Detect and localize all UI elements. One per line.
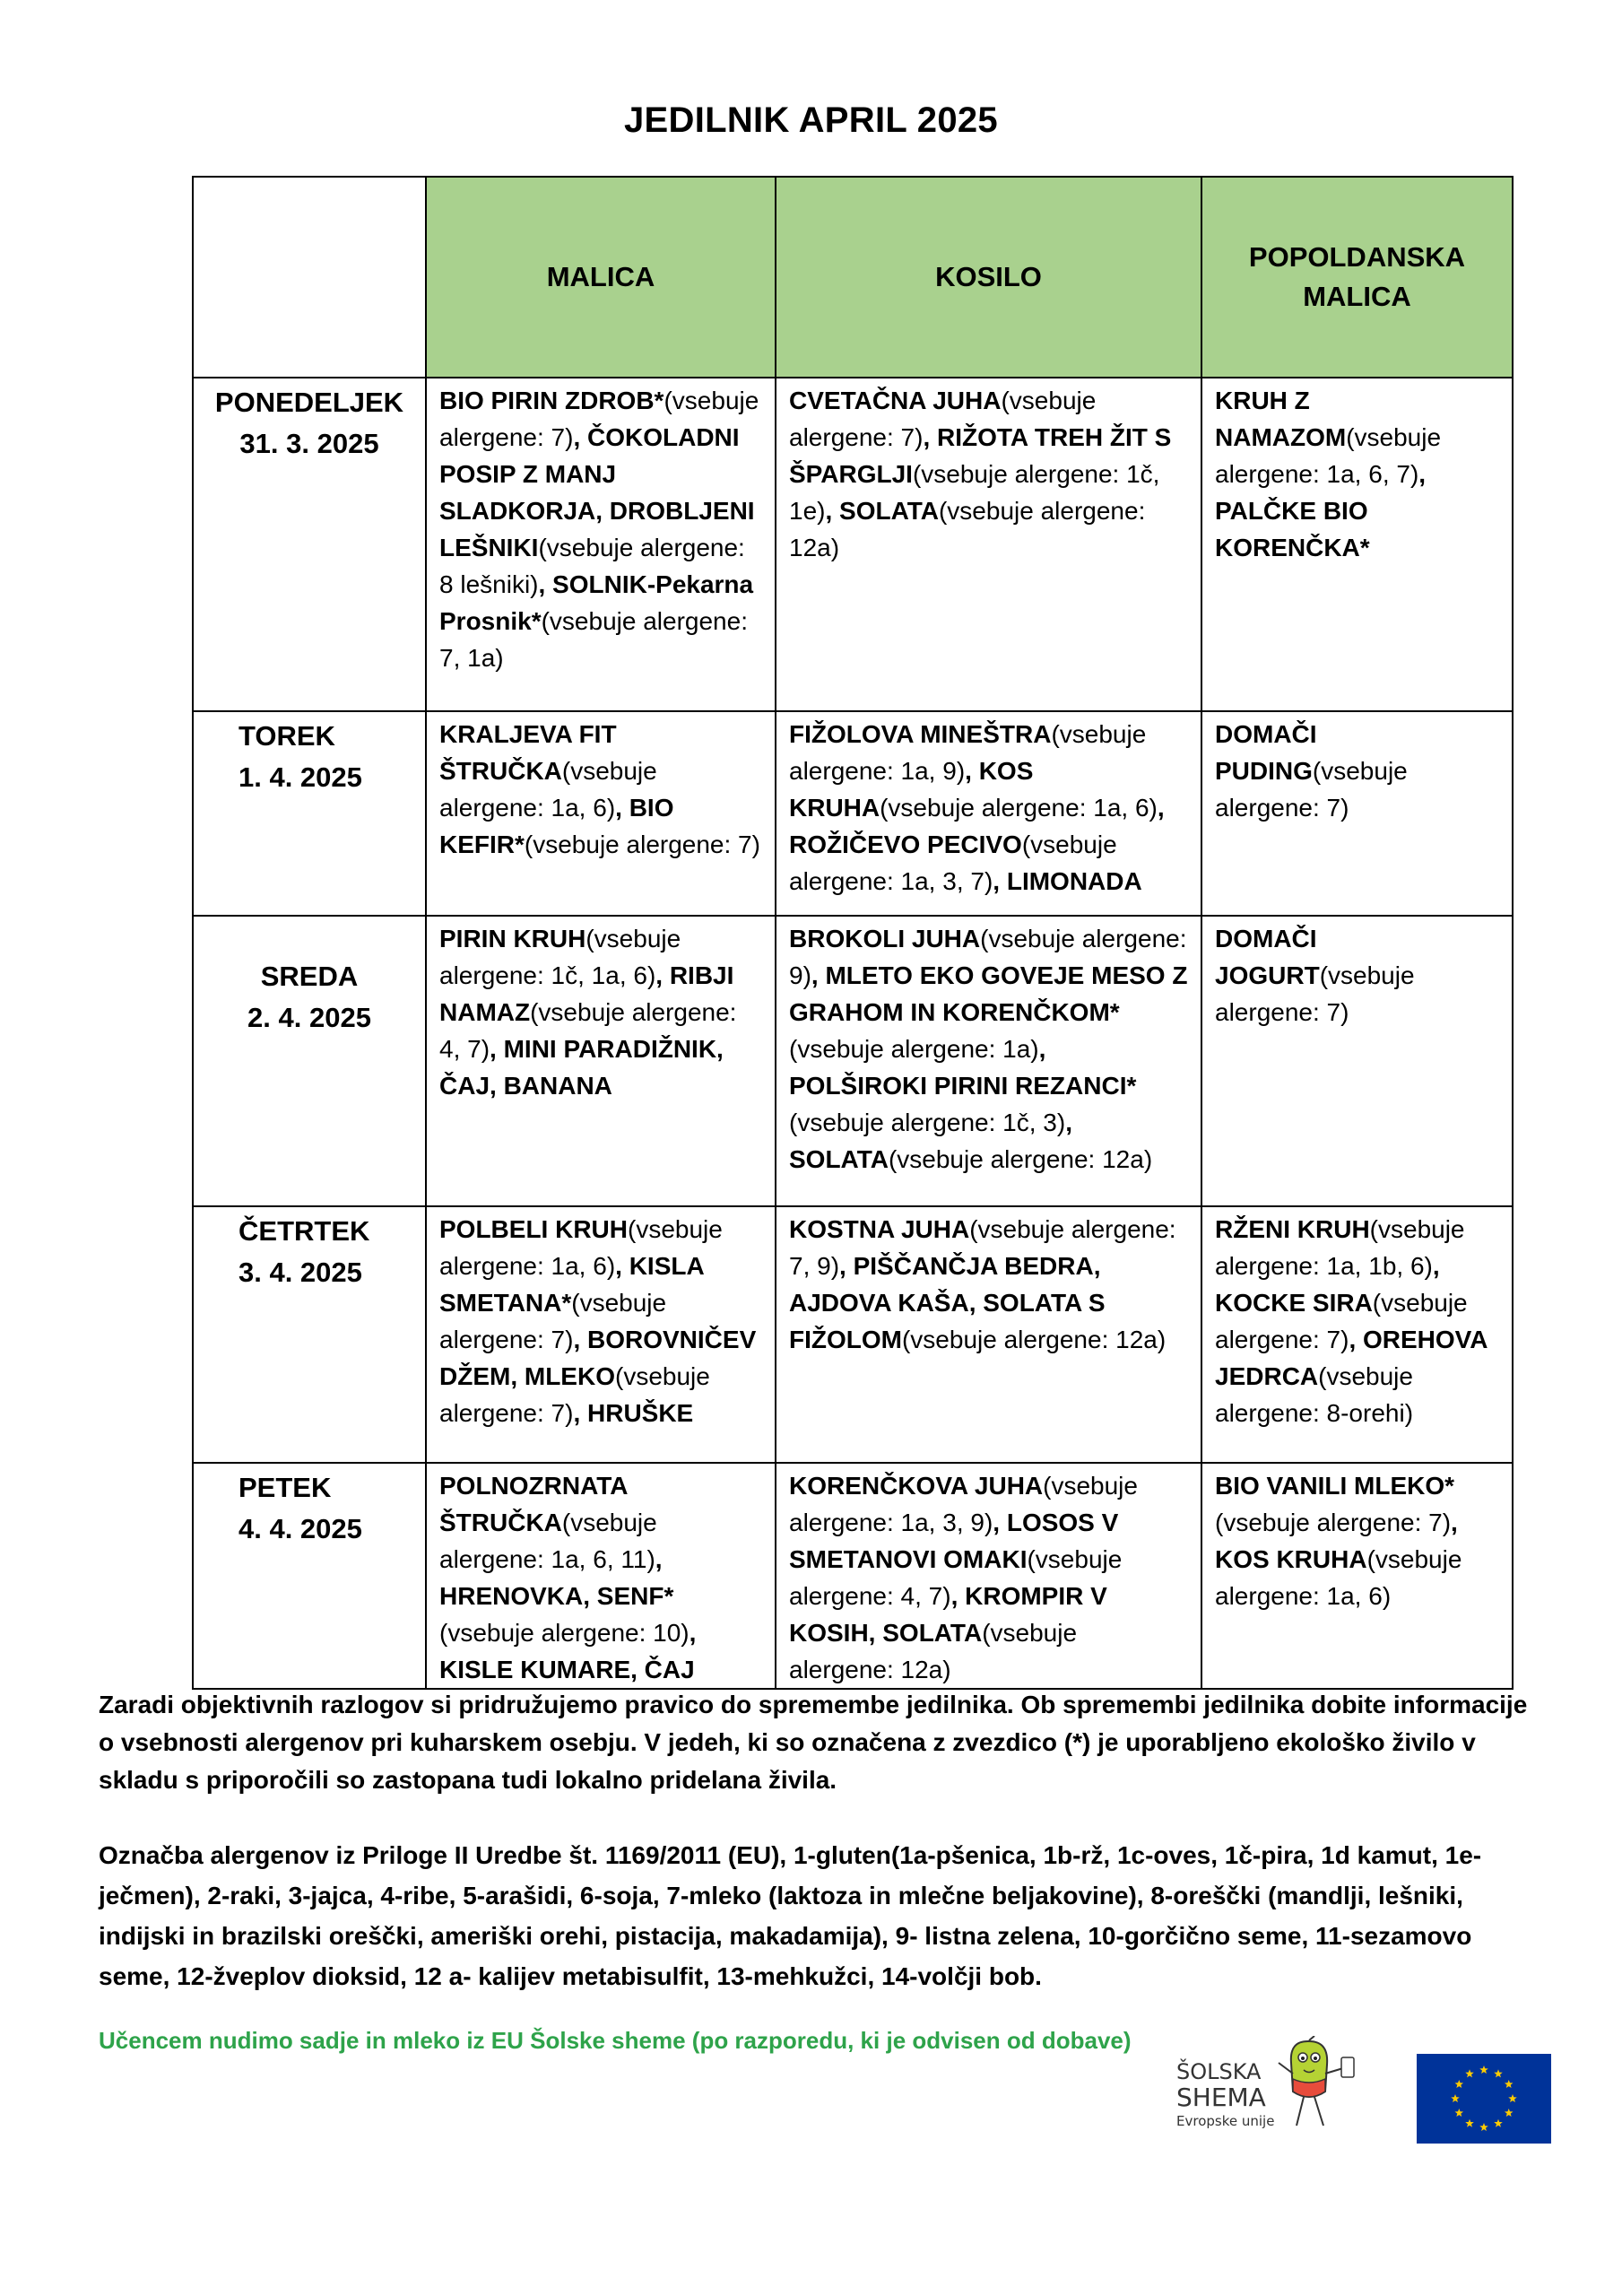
dish-name: , PIŠČANČJA BEDRA, AJDOVA KAŠA, SOLATA S FIŽOLOM (789, 1252, 1106, 1353)
dish-name: KRALJEVA FIT ŠTRUČKA (439, 720, 617, 785)
solska-shema-logo (1175, 2036, 1399, 2135)
day-date: 2. 4. 2025 (247, 1002, 371, 1033)
dish-name: PIRIN KRUH (439, 925, 586, 952)
allergen-note: (vsebuje alergene: 1a, 6) (1215, 1545, 1462, 1610)
mascot-icon (1279, 2036, 1354, 2126)
day-name: ČETRTEK (239, 1215, 370, 1247)
notes-section (99, 1686, 1533, 2059)
kosilo-cell (776, 916, 1201, 1206)
header-blank-cell (193, 177, 426, 378)
header-popoldanska-line1: POPOLDANSKA (1248, 241, 1466, 273)
allergen-legend: Označba alergenov iz Priloge II Uredbe št. 1169/2011 (EU), 1-gluten(1a-pšenica, 1b-rž, 1c-oves, 1č-pira, 1d kamut, 1e-ječmen), 2-raki, 3-jajca, 4-ribe, 5-arašidi, 6-soja, 7-mleko (laktoza in mlečne beljakovine), 8-oreščki (mandlji, lešniki, indijski in brazilski oreščki, ameriški orehi, pistacija, makadamija), 9- listna zelena, 10-gorčično seme, 11-sezamovo seme, 12-žveplov dioksid, 12 a- kalijev metabisulfit, 13-mehkužci, 14-volčji bob. (99, 1841, 1482, 1990)
dish-name: , KROMPIR V KOSIH, SOLATA (789, 1582, 1107, 1647)
allergen-note: (vsebuje alergene: 1č, 1a, 6) (439, 925, 681, 989)
disclaimer-text: Zaradi objektivnih razlogov si pridružujemo pravico do spremembe jedilnika. Ob spremembi jedilnika dobite informacije o vsebnosti alergenov pri kuharskem osebju. V jedeh, ki so označena z zvezdico (*) je uporabljeno ekološko živilo v skladu s priporočili so zastopana tudi lokalno pridelana živila. (99, 1691, 1528, 1794)
dish-name: , ČOKOLADNI POSIP Z MANJ SLADKORJA, DROBLJENI LEŠNIKI (439, 423, 755, 561)
dish-name: POLBELI KRUH (439, 1215, 628, 1243)
allergen-note: (vsebuje alergene: 1a, 6) (439, 757, 657, 822)
dish-name: , PALČKE BIO KORENČKA* (1215, 460, 1427, 561)
logo-text-line1: ŠOLSKA (1176, 2059, 1262, 2084)
popoldanska-cell (1201, 378, 1513, 711)
day-row (193, 1206, 1513, 1463)
dish-name: , POLŠIROKI PIRINI REZANCI* (789, 1035, 1137, 1100)
allergen-note: (vsebuje alergene: 1a) (789, 1035, 1039, 1063)
dish-name: , LOSOS V SMETANOVI OMAKI (789, 1509, 1119, 1573)
dish-name: KRUH Z NAMAZOM (1215, 387, 1347, 451)
dish-name: KOSTNA JUHA (789, 1215, 970, 1243)
dish-name: , LIMONADA (993, 867, 1142, 895)
day-date: 4. 4. 2025 (239, 1513, 362, 1544)
day-cell (193, 916, 426, 1206)
day-cell (193, 378, 426, 711)
malica-cell (426, 916, 776, 1206)
dish-name: FIŽOLOVA MINEŠTRA (789, 720, 1052, 748)
dish-name: , MLETO EKO GOVEJE MESO Z GRAHOM IN KORENČKOM* (789, 961, 1188, 1026)
page-title: JEDILNIK APRIL 2025 (624, 100, 998, 140)
day-cell (193, 711, 426, 916)
allergen-note: (vsebuje alergene: 7) (439, 1362, 710, 1427)
kosilo-cell (776, 1463, 1201, 1689)
allergen-note: (vsebuje alergene: 12a) (888, 1145, 1153, 1173)
allergen-note: (vsebuje alergene: 7) (789, 387, 1097, 451)
day-date: 31. 3. 2025 (239, 428, 379, 459)
day-cell (193, 1206, 426, 1463)
allergen-note: (vsebuje alergene: 7) (1215, 757, 1408, 822)
day-name: PETEK (239, 1472, 332, 1503)
dish-name: POLNOZRNATA ŠTRUČKA (439, 1472, 628, 1536)
dish-name: , BOROVNIČEV DŽEM, MLEKO (439, 1326, 757, 1390)
header-kosilo: KOSILO (776, 177, 1201, 378)
dish-name: , SOLATA (789, 1109, 1072, 1173)
school-scheme-note: Učencem nudimo sadje in mleko iz EU Šolske sheme (po razporedu, ki je odvisen od dobave) (99, 2027, 1132, 2054)
popoldanska-cell (1201, 916, 1513, 1206)
dish-name: , SOLATA (825, 497, 939, 525)
dish-name: , ROŽIČEVO PECIVO (789, 794, 1165, 858)
dish-name: CVETAČNA JUHA (789, 387, 1002, 414)
allergen-note: (vsebuje alergene: 7, 1a) (439, 607, 748, 672)
day-cell (193, 1463, 426, 1689)
dish-name: BIO VANILI MLEKO* (1215, 1472, 1455, 1500)
allergen-note: (vsebuje alergene: 1a, 1b, 6) (1215, 1215, 1465, 1280)
header-popoldanska-malica (1201, 177, 1513, 378)
popoldanska-cell (1201, 711, 1513, 916)
dish-name: KORENČKOVA JUHA (789, 1472, 1044, 1500)
dish-name: , KISLE KUMARE, ČAJ (439, 1619, 697, 1683)
dish-name: , OREHOVA JEDRCA (1215, 1326, 1488, 1390)
dish-name: , SOLNIK-Pekarna Prosnik* (439, 570, 754, 635)
allergen-note: (vsebuje alergene: 1a, 6, 7) (1215, 423, 1442, 488)
malica-cell (426, 1206, 776, 1463)
allergen-note: (vsebuje alergene: 1a, 9) (789, 720, 1147, 785)
allergen-note: (vsebuje alergene: 1a, 3, 7) (789, 831, 1117, 895)
allergen-note: (vsebuje alergene: 7, 9) (789, 1215, 1176, 1280)
day-row (193, 1463, 1513, 1689)
allergen-note: (vsebuje alergene: 12a) (901, 1326, 1167, 1353)
allergen-note: (vsebuje alergene: 7) (1215, 961, 1415, 1026)
logo-text-line3: Evropske unije (1176, 2113, 1275, 2129)
dish-name: , RIŽOTA TREH ŽIT S ŠPARGLJI (789, 423, 1172, 488)
dish-name: BIO PIRIN ZDROB* (439, 387, 664, 414)
dish-name: BROKOLI JUHA (789, 925, 981, 952)
popoldanska-cell (1201, 1463, 1513, 1689)
allergen-note: (vsebuje alergene: 8 lešniki) (439, 534, 745, 598)
dish-name: , KISLA SMETANA* (439, 1252, 704, 1317)
day-row (193, 378, 1513, 711)
dish-name: , HRUŠKE (573, 1399, 694, 1427)
allergen-note: (vsebuje alergene: 7) (439, 387, 759, 451)
day-row (193, 711, 1513, 916)
allergen-note: (vsebuje alergene: 1č, 1e) (789, 460, 1160, 525)
allergen-note: (vsebuje alergene: 7) (1215, 1289, 1468, 1353)
allergen-note: (vsebuje alergene: 4, 7) (439, 998, 737, 1063)
allergen-note: (vsebuje alergene: 12a) (789, 1619, 1078, 1683)
allergen-note: (vsebuje alergene: 7) (1215, 1509, 1452, 1536)
dish-name: , HRENOVKA, SENF* (439, 1545, 674, 1610)
allergen-note: (vsebuje alergene: 12a) (789, 497, 1146, 561)
allergen-note: (vsebuje alergene: 7) (439, 1289, 667, 1353)
allergen-note: (vsebuje alergene: 8-orehi) (1215, 1362, 1414, 1427)
kosilo-cell (776, 1206, 1201, 1463)
eu-flag-icon (1417, 2054, 1551, 2144)
day-name: PONEDELJEK (214, 387, 404, 418)
day-date: 3. 4. 2025 (239, 1257, 362, 1288)
day-name: SREDA (260, 961, 359, 992)
kosilo-cell (776, 711, 1201, 916)
dish-name: , BIO KEFIR* (439, 794, 674, 858)
malica-cell (426, 378, 776, 711)
header-row (193, 177, 1513, 378)
allergen-note: (vsebuje alergene: 10) (439, 1619, 690, 1647)
dish-name: , KOCKE SIRA (1215, 1252, 1440, 1317)
header-popoldanska-line2: MALICA (1303, 281, 1411, 312)
header-malica: MALICA (426, 177, 776, 378)
day-name: TOREK (239, 720, 335, 752)
allergen-note: (vsebuje alergene: 1a, 6) (439, 1215, 723, 1280)
dish-name: , KOS KRUHA (1215, 1509, 1458, 1573)
allergen-note: (vsebuje alergene: 1č, 3) (789, 1109, 1066, 1136)
malica-cell (426, 1463, 776, 1689)
dish-name: RŽENI KRUH (1215, 1215, 1370, 1243)
allergen-note: (vsebuje alergene: 1a, 3, 9) (789, 1472, 1138, 1536)
menu-table (192, 176, 1514, 1690)
kosilo-cell (776, 378, 1201, 711)
day-row (193, 916, 1513, 1206)
dish-name: , MINI PARADIŽNIK, ČAJ, BANANA (439, 1035, 724, 1100)
allergen-note: (vsebuje alergene: 1a, 6, 11) (439, 1509, 657, 1573)
day-date: 1. 4. 2025 (239, 761, 362, 793)
allergen-note: (vsebuje alergene: 7) (524, 831, 760, 858)
dish-name: , KOS KRUHA (789, 757, 1034, 822)
allergen-note: (vsebuje alergene: 9) (789, 925, 1187, 989)
allergen-note: (vsebuje alergene: 1a, 6) (880, 794, 1158, 822)
malica-cell (426, 711, 776, 916)
dish-name: DOMAČI JOGURT (1215, 925, 1320, 989)
popoldanska-cell (1201, 1206, 1513, 1463)
allergen-note: (vsebuje alergene: 4, 7) (789, 1545, 1123, 1610)
dish-name: DOMAČI PUDING (1215, 720, 1317, 785)
logo-text-line2: SHEMA (1176, 2083, 1266, 2112)
dish-name: , RIBJI NAMAZ (439, 961, 734, 1026)
